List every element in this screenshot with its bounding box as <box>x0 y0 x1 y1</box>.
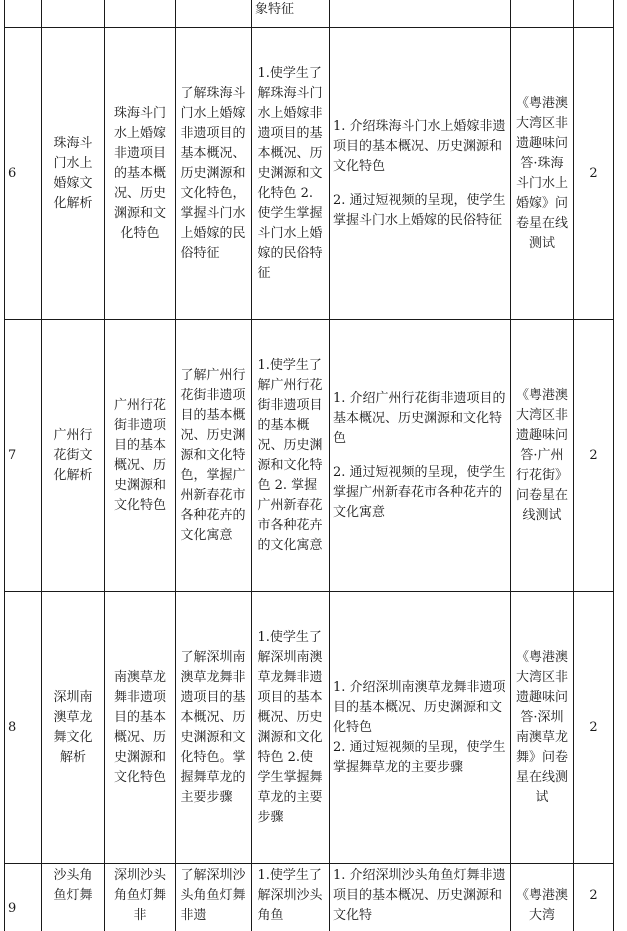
cell-num: 9 <box>5 864 42 931</box>
table-row-continuation <box>5 0 614 28</box>
cell-evaluation <box>511 28 574 320</box>
lesson-title: 珠海斗门水上婚嫁文化解析 <box>53 135 93 211</box>
lesson-title: 深圳南澳草龙舞文化解析 <box>53 689 93 765</box>
cell-title <box>42 0 105 28</box>
cell-objectives <box>252 0 330 28</box>
cell-content <box>105 592 176 864</box>
cell-objectives <box>252 28 330 320</box>
lesson-content: 珠海斗门水上婚嫁非遗项目的基本概况、历史渊源和文化特色 <box>114 105 167 241</box>
activity-step-1: 1. 介绍珠海斗门水上婚嫁非遗项目的基本概况、历史渊源和文化特色 <box>333 118 506 174</box>
table-row <box>5 28 614 320</box>
lesson-content: 南澳草龙舞非遗项目的基本概况、历史渊源和文化特色 <box>114 669 167 785</box>
activity-step-2: 2. 通过短视频的呈现，使学生掌握广州新春花市各种花卉的文化寓意 <box>333 464 506 520</box>
cell-activity <box>330 592 511 864</box>
cell-content <box>105 864 176 931</box>
activity-step-1: 1. 介绍深圳南澳草龙舞非遗项目的基本概况、历史渊源和文化特色 <box>333 679 506 735</box>
cell-title <box>42 592 105 864</box>
cell-content <box>105 28 176 320</box>
cell-title <box>42 864 105 931</box>
table-row <box>5 320 614 592</box>
lesson-goal: 了解深圳沙头角鱼灯舞非遗 <box>180 868 246 923</box>
cell-hours: 2 <box>574 864 614 931</box>
cell-evaluation <box>511 592 574 864</box>
cell-goal <box>176 592 252 864</box>
lesson-title: 广州行花街文化解析 <box>53 427 93 483</box>
lesson-content: 深圳沙头角鱼灯舞非 <box>114 868 167 923</box>
activity-step-2: 2. 通过短视频的呈现，使学生掌握斗门水上婚嫁的民俗特征 <box>333 192 506 228</box>
cell-evaluation <box>511 864 574 931</box>
lesson-objectives: 1.使学生了解广州行花街非遗项目的基本概况、历史渊源和文化特色 2. 掌握广州新春花市各种花卉的文化寓意 <box>257 357 323 553</box>
cell-title <box>42 320 105 592</box>
cell-objectives <box>252 320 330 592</box>
activity-step-1: 1. 介绍深圳沙头角鱼灯舞非遗项目的基本概况、历史渊源和文化特 <box>333 868 506 923</box>
cell-content <box>105 320 176 592</box>
table-row <box>5 864 614 931</box>
cell-activity <box>330 28 511 320</box>
cell-num: 7 <box>5 320 42 592</box>
cell-goal <box>176 28 252 320</box>
cell-objectives <box>252 592 330 864</box>
cell-evaluation <box>511 320 574 592</box>
cell-content <box>105 0 176 28</box>
cell-hours: 2 <box>574 320 614 592</box>
cell-objectives <box>252 864 330 931</box>
cell-num <box>5 0 42 28</box>
cell-hours: 2 <box>574 28 614 320</box>
cell-goal <box>176 0 252 28</box>
lesson-evaluation: 《粤港澳大湾区非遗趣味问答·珠海斗门水上婚嫁》问卷星在线测试 <box>516 95 569 251</box>
cell-activity <box>330 864 511 931</box>
cell-hours <box>574 0 614 28</box>
table-row <box>5 592 614 864</box>
lesson-evaluation: 《粤港澳大湾 <box>516 888 569 923</box>
lesson-objectives: 1.使学生了解珠海斗门水上婚嫁非遗项目的基本概况、历史渊源和文化特色 2. 使学生掌握斗门水上婚嫁的民俗特征 <box>257 65 323 281</box>
cell-activity <box>330 320 511 592</box>
lesson-goal: 了解珠海斗门水上婚嫁非遗项目的基本概况、历史渊源和文化特色，掌握斗门水上婚嫁的民俗特征 <box>180 85 246 261</box>
cell-hours: 2 <box>574 592 614 864</box>
lesson-objectives: 1.使学生了解深圳南澳草龙舞非遗项目的基本概况、历史渊源和文化特色 2.使学生掌握舞草龙的主要步骤 <box>257 629 323 825</box>
cell-goal <box>176 864 252 931</box>
curriculum-table <box>4 0 614 931</box>
cell-num: 6 <box>5 28 42 320</box>
activity-step-2: 2. 通过短视频的呈现，使学生掌握舞草龙的主要步骤 <box>333 739 506 775</box>
lesson-objectives: 1.使学生了解深圳沙头角鱼 <box>257 868 323 923</box>
lesson-goal: 了解广州行花街非遗项目的基本概况、历史渊源和文化特色，掌握广州新春花市各种花卉的文化寓意 <box>180 367 246 543</box>
lesson-title: 沙头角鱼灯舞 <box>53 868 93 903</box>
lesson-content: 广州行花街非遗项目的基本概况、历史渊源和文化特色 <box>114 397 167 513</box>
cell-activity <box>330 0 511 28</box>
cell-num: 8 <box>5 592 42 864</box>
cell-title <box>42 28 105 320</box>
objectives-tail: 象特征 <box>255 2 295 17</box>
lesson-evaluation: 《粤港澳大湾区非遗趣味问答·广州行花街》问卷星在线测试 <box>516 387 569 523</box>
cell-goal <box>176 320 252 592</box>
cell-evaluation <box>511 0 574 28</box>
lesson-goal: 了解深圳南澳草龙舞非遗项目的基本概况、历史渊源和文化特色。掌握舞草龙的主要步骤 <box>180 649 246 805</box>
activity-step-1: 1. 介绍广州行花街非遗项目的基本概况、历史渊源和文化特色 <box>333 390 506 446</box>
lesson-evaluation: 《粤港澳大湾区非遗趣味问答·深圳南澳草龙舞》问卷星在线测试 <box>516 649 569 805</box>
